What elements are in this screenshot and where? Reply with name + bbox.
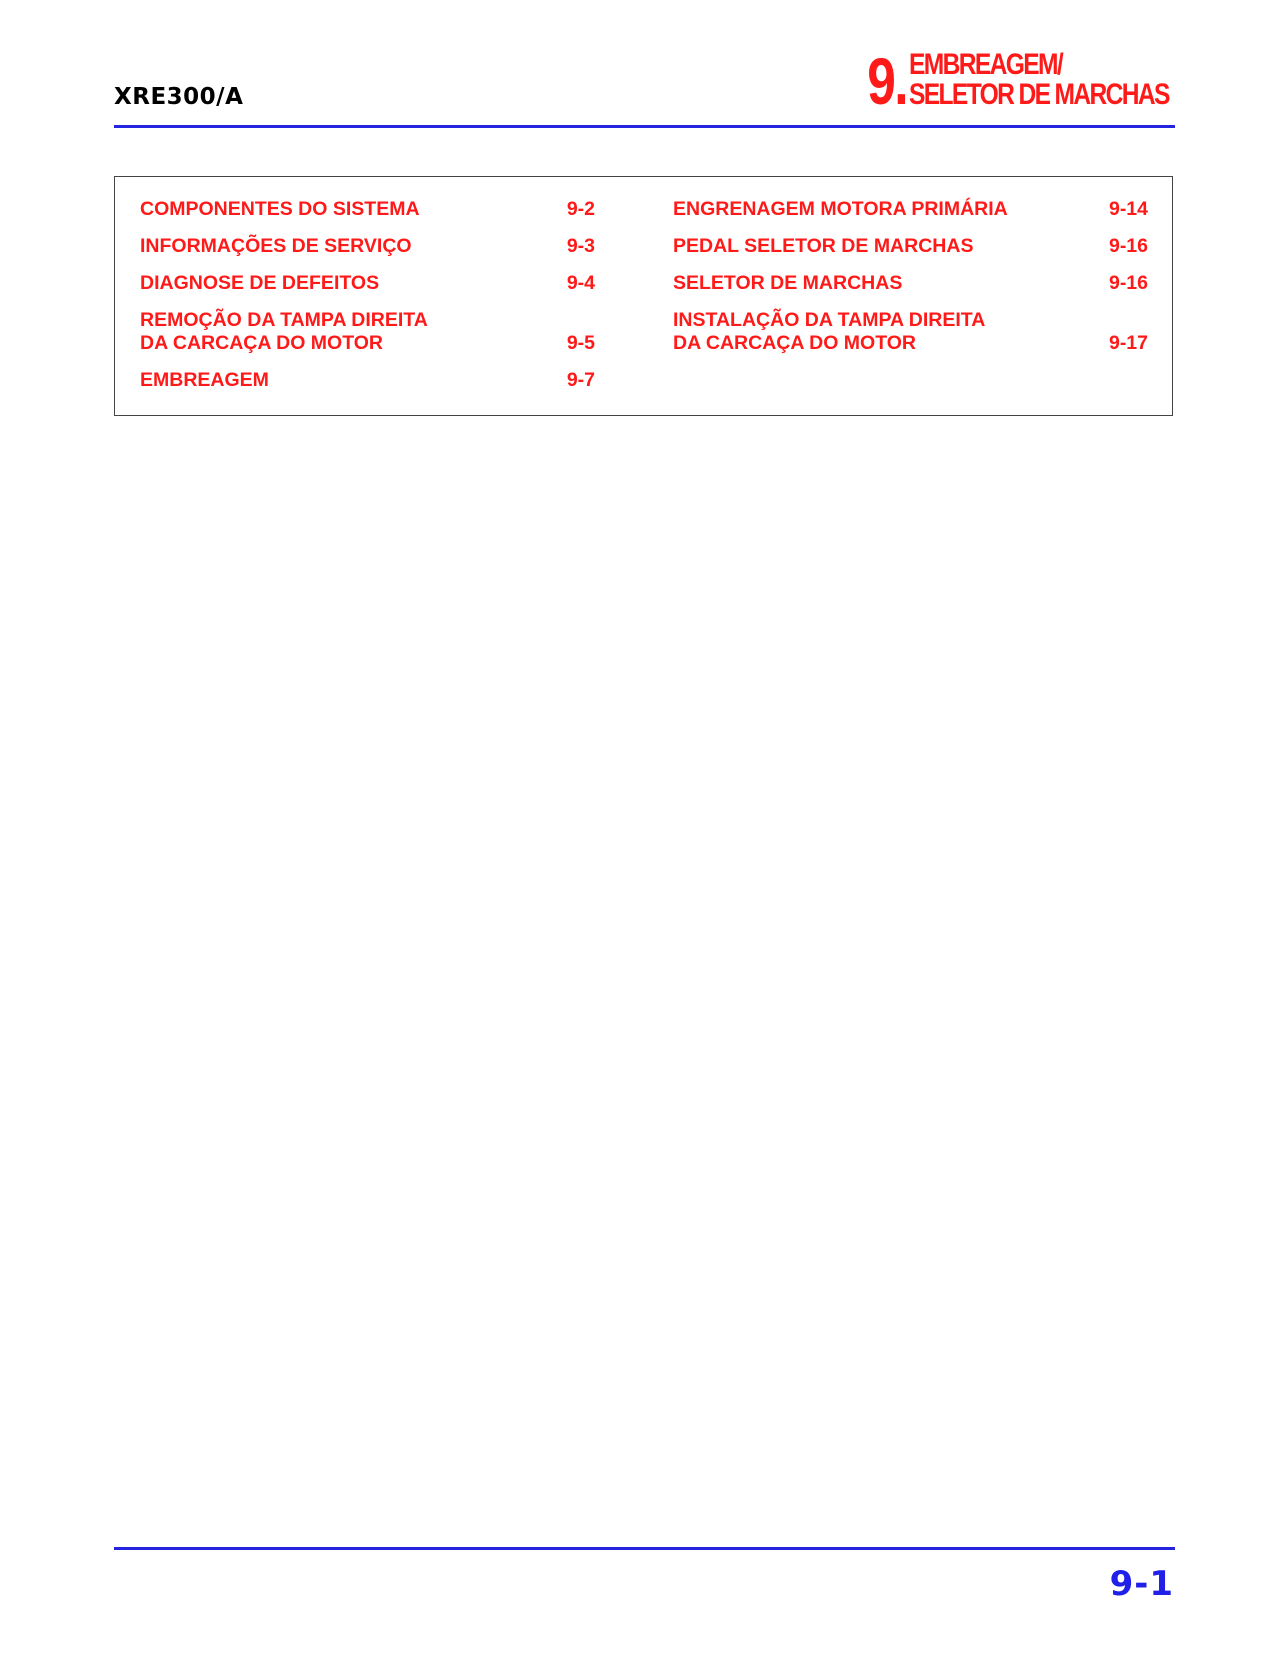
header-divider (114, 125, 1175, 128)
toc-entry-title: SELETOR DE MARCHAS (673, 272, 903, 294)
toc-entry[interactable] (140, 369, 595, 392)
toc-entry-title: EMBREAGEM (140, 369, 269, 391)
chapter-title (909, 50, 1169, 110)
toc-entry-page: 9-2 (566, 198, 595, 220)
toc-entry[interactable] (673, 309, 1148, 355)
toc-column-right (673, 198, 1148, 369)
toc-entry-title: REMOÇÃO DA TAMPA DIREITA DA CARCAÇA DO MOTOR (140, 309, 428, 354)
toc-entry[interactable] (140, 198, 595, 221)
chapter-heading (856, 44, 1182, 118)
chapter-title-line-2: SELETOR DE MARCHAS (909, 78, 1169, 111)
chapter-title-line-1: EMBREAGEM/ (909, 48, 1063, 81)
toc-entry-page: 9-5 (566, 332, 595, 354)
toc-entry[interactable] (140, 272, 595, 295)
toc-entry[interactable] (673, 235, 1148, 258)
toc-entry-page: 9-7 (566, 369, 595, 391)
page-number: 9-1 (1109, 1564, 1174, 1604)
model-name: XRE300/A (114, 84, 244, 110)
toc-entry[interactable] (673, 272, 1148, 295)
toc-entry[interactable] (140, 235, 595, 258)
toc-entry-title: INFORMAÇÕES DE SERVIÇO (140, 235, 412, 257)
toc-entry-title: PEDAL SELETOR DE MARCHAS (673, 235, 974, 257)
toc-entry-title: DIAGNOSE DE DEFEITOS (140, 272, 380, 294)
toc-entry-page: 9-16 (1108, 272, 1148, 294)
toc-entry-title: COMPONENTES DO SISTEMA (140, 198, 420, 220)
footer-divider (114, 1547, 1175, 1550)
toc-entry-title: INSTALAÇÃO DA TAMPA DIREITA DA CARCAÇA DO MOTOR (673, 309, 986, 354)
toc-entry-page: 9-3 (566, 235, 595, 257)
chapter-number: 9. (867, 44, 908, 118)
toc-entry-page: 9-16 (1108, 235, 1148, 257)
toc-entry-page: 9-14 (1108, 198, 1148, 220)
toc-entry-page: 9-4 (566, 272, 595, 294)
table-of-contents (114, 176, 1173, 416)
toc-entry[interactable] (673, 198, 1148, 221)
toc-entry-title: ENGRENAGEM MOTORA PRIMÁRIA (673, 198, 1008, 220)
toc-entry[interactable] (140, 309, 595, 355)
toc-entry-page: 9-17 (1108, 332, 1148, 354)
toc-column-left (140, 198, 595, 406)
